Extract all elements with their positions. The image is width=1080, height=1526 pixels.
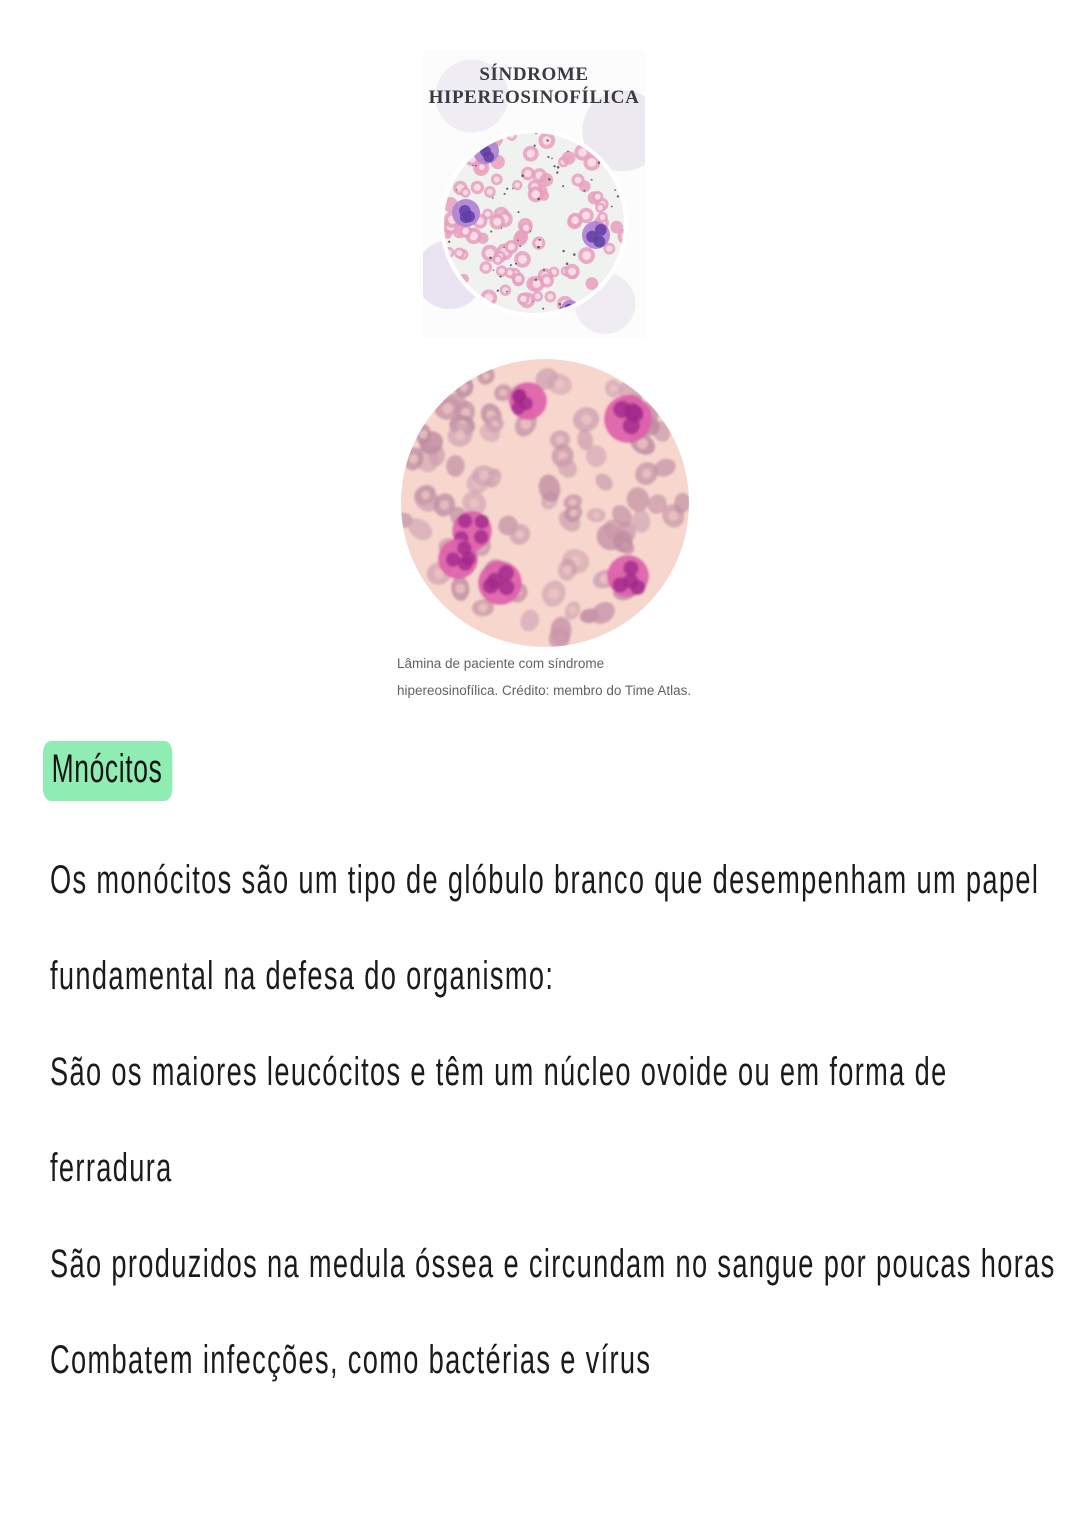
- image-caption-line1: Lâmina de paciente com síndrome: [397, 656, 605, 671]
- paragraph: [50, 1244, 1080, 1284]
- text-line: Os monócitos são um tipo de glóbulo branco que desempenham um papel: [50, 858, 1040, 902]
- figure-card-image[interactable]: [423, 50, 645, 338]
- blood-smear-image[interactable]: [400, 358, 690, 648]
- card-blood-smear-image: [439, 128, 629, 318]
- image-caption: [397, 650, 727, 704]
- heading-label: Mnócitos: [51, 747, 163, 791]
- text-line: São os maiores leucócitos e têm um núcleo ovoide ou em forma de: [50, 1050, 948, 1094]
- text-line: Combatem infecções, como bactérias e vírus: [50, 1338, 652, 1382]
- figure-card-title-line1: SÍNDROME: [479, 64, 589, 85]
- heading-highlight: [43, 741, 172, 801]
- paragraph: [50, 860, 1080, 996]
- note-body: [50, 860, 1080, 1436]
- image-caption-line2: hipereosinofílica. Crédito: membro do Time Atlas.: [397, 683, 692, 698]
- figure-card-title-line2: HIPEREOSINOFÍLICA: [428, 87, 640, 108]
- paragraph: [50, 1052, 1080, 1188]
- text-line: ferradura: [50, 1146, 173, 1190]
- paragraph: [50, 1340, 1080, 1380]
- figure-card-title: [423, 50, 645, 109]
- text-line: fundamental na defesa do organismo:: [50, 954, 555, 998]
- text-line: São produzidos na medula óssea e circundam no sangue por poucas horas: [50, 1242, 1056, 1286]
